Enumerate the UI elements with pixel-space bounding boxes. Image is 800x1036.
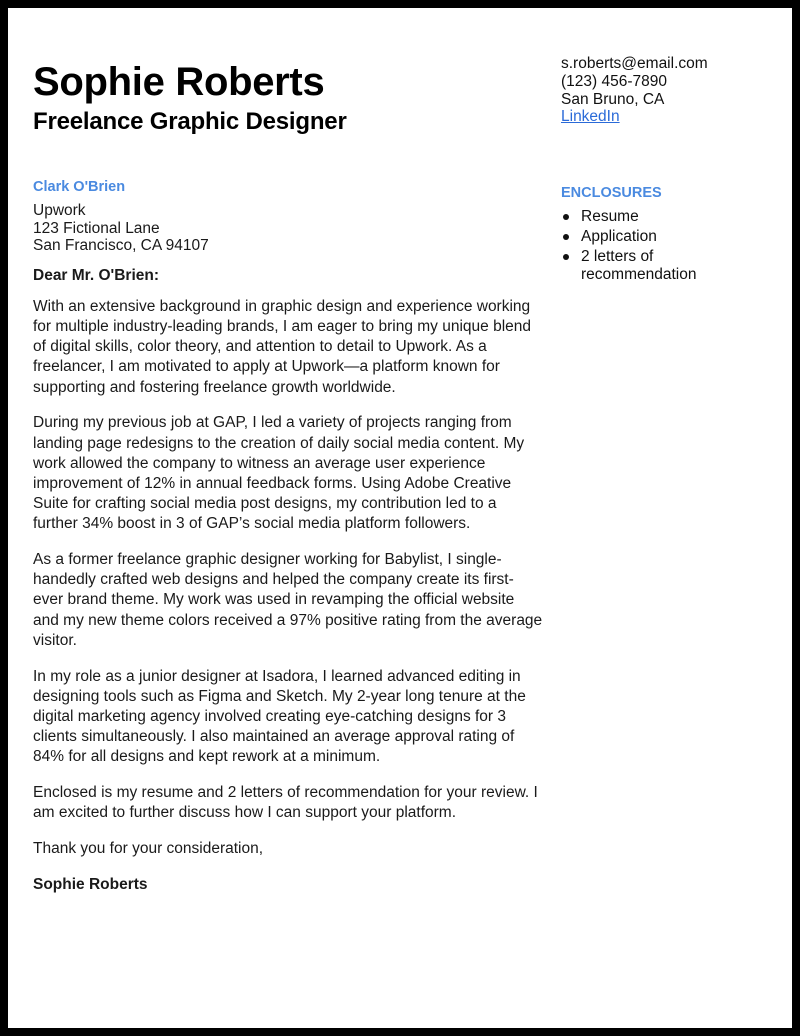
letter-paragraph: With an extensive background in graphic design and experience working for multiple industry-leading brands, I am eager to bring my unique blend of digital skills, color theory, and attention to detail to Upwork. As a freelancer, I am motivated to apply at Upwork—a platform known for supporting and fostering freelance growth worldwide. — [33, 297, 531, 396]
contact-email: s.roberts@email.com — [561, 55, 708, 72]
applicant-title: Freelance Graphic Designer — [33, 108, 347, 135]
contact-phone: (123) 456-7890 — [561, 72, 667, 90]
recipient-company: Upwork — [33, 202, 86, 219]
closing-line: Thank you for your consideration, — [33, 839, 264, 857]
recipient-name: Clark O'Brien — [33, 179, 126, 195]
bullet-icon — [563, 234, 569, 240]
enclosures-section — [561, 184, 771, 286]
salutation: Dear Mr. O'Brien: — [33, 266, 159, 284]
signature-name: Sophie Roberts — [33, 875, 148, 893]
enclosure-item-label: Resume — [581, 208, 639, 225]
enclosures-heading: ENCLOSURES — [561, 185, 662, 201]
letter-paragraph: In my role as a junior designer at Isadora, I learned advanced editing in designing tools such as Figma and Sketch. My 2-year long tenure at the digital marketing agency involved creating eye-catching designs for 3 clients simultaneously. I also maintained an average approval rating of 84% for all designs and kept rework at a minimum. — [33, 667, 526, 766]
recipient-address — [33, 202, 543, 255]
enclosures-list — [561, 208, 771, 284]
enclosure-item-label: 2 letters of recommendation — [581, 248, 697, 283]
linkedin-link[interactable]: LinkedIn — [561, 108, 620, 126]
recipient-city: San Francisco, CA 94107 — [33, 237, 209, 255]
enclosure-item-label: Application — [581, 228, 657, 245]
contact-block — [561, 55, 708, 126]
letter-paragraph: Enclosed is my resume and 2 letters of recommendation for your review. I am excited to further discuss how I can support your platform. — [33, 784, 538, 822]
letter-paragraph: As a former freelance graphic designer working for Babylist, I single-handedly crafted web designs and helped the company create its first-ever brand theme. My work was used in revamping the official website and my new theme colors received a 97% positive rating from the average visitor. — [33, 551, 543, 649]
applicant-name: Sophie Roberts — [33, 60, 325, 104]
enclosure-item — [561, 248, 771, 284]
enclosure-item — [561, 208, 771, 226]
contact-location: San Bruno, CA — [561, 90, 665, 108]
letter-paragraph: During my previous job at GAP, I led a variety of projects ranging from landing page redesigns to the creation of daily social media content. My work allowed the company to witness an average user experience improvement of 12% in annual feedback forms. Using Adobe Creative Suite for crafting social media post designs, my contribution led to a further 34% boost in 3 of GAP’s social media platform followers. — [33, 414, 525, 533]
cover-letter-page — [8, 8, 792, 1028]
bullet-icon — [563, 214, 569, 220]
enclosure-item — [561, 228, 771, 246]
bullet-icon — [563, 254, 569, 260]
letter-body — [33, 178, 543, 895]
recipient-street: 123 Fictional Lane — [33, 219, 160, 237]
